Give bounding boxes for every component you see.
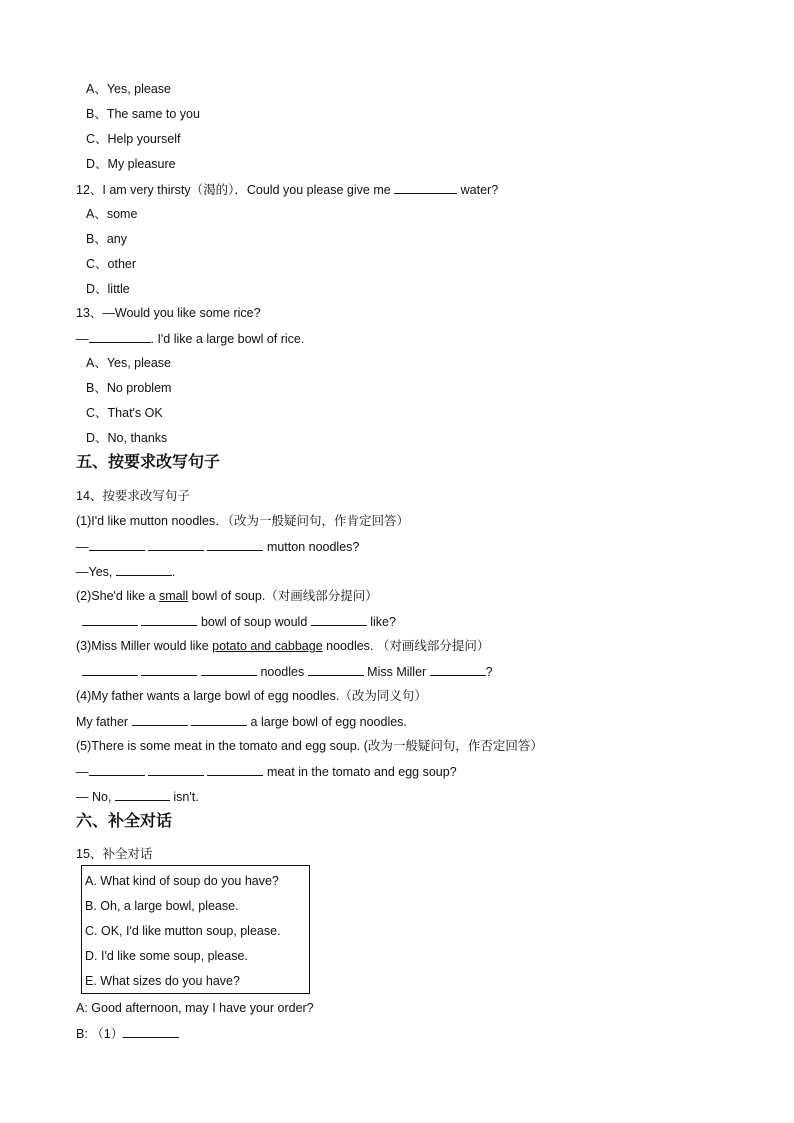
q14-1-answer: — mutton noodles?	[76, 540, 360, 554]
q13-stem: 13、—Would you like some rice?	[76, 306, 261, 320]
section-6-heading: 六、补全对话	[76, 811, 173, 830]
answer-blank[interactable]	[430, 663, 486, 676]
q12-option-d: D、little	[86, 282, 130, 296]
q13-option-c: C、That's OK	[86, 406, 163, 420]
q13-option-d: D、No, thanks	[86, 431, 168, 445]
answer-blank[interactable]	[207, 538, 263, 551]
answer-blank[interactable]	[308, 663, 364, 676]
q14-2-answer: bowl of soup would like?	[82, 613, 396, 630]
box-option-e: E. What sizes do you have?	[85, 974, 240, 988]
q14-4-answer: My father a large bowl of egg noodles.	[76, 715, 407, 729]
q11-option-c: C、Help yourself	[86, 132, 181, 146]
q14-5-reply: — No, isn't.	[76, 790, 199, 804]
q13-reply: — . I'd like a large bowl of rice.	[76, 332, 305, 346]
q13-option-a: A、Yes, please	[86, 356, 172, 370]
answer-blank[interactable]	[82, 613, 138, 626]
answer-blank[interactable]	[191, 713, 247, 726]
q12-option-c: C、other	[86, 257, 137, 271]
q11-option-a: A、Yes, please	[86, 82, 172, 96]
q14-2-prompt: (2)She'd like a small bowl of soup.（对画线部分提问）	[76, 589, 378, 603]
dialog-line-b: B: （1）	[76, 1025, 179, 1042]
q14-3-answer: noodles Miss Miller ?	[82, 663, 493, 680]
underlined-word: small	[158, 589, 189, 603]
answer-blank[interactable]	[141, 613, 197, 626]
answer-blank[interactable]	[132, 713, 188, 726]
options-box	[81, 865, 310, 994]
q14-title: 14、按要求改写句子	[76, 489, 190, 503]
q12-option-b: B、any	[86, 232, 127, 246]
answer-blank[interactable]	[394, 181, 457, 194]
q14-4-prompt: (4)My father wants a large bowl of egg noodles.（改为同义句）	[76, 689, 427, 703]
answer-blank[interactable]	[207, 763, 263, 776]
answer-blank[interactable]	[123, 1025, 179, 1038]
answer-blank[interactable]	[311, 613, 367, 626]
box-option-c: C. OK, I'd like mutton soup, please.	[85, 924, 281, 938]
answer-blank[interactable]	[141, 663, 197, 676]
underlined-phrase: potato and cabbage	[212, 639, 323, 653]
q11-option-b: B、The same to you	[86, 107, 200, 121]
q12-stem: 12、I am very thirsty（渴的）．Could you please give me water?	[76, 183, 499, 197]
q14-1-reply: —Yes, .	[76, 565, 176, 579]
q12-option-a: A、some	[86, 207, 138, 221]
section-5-heading: 五、按要求改写句子	[76, 452, 221, 471]
box-option-d: D. I'd like some soup, please.	[85, 949, 248, 963]
q14-5-prompt: (5)There is some meat in the tomato and egg soup. (改为一般疑问句，作否定回答）	[76, 739, 543, 753]
q14-3-prompt: (3)Miss Miller would like potato and cabbage noodles. （对画线部分提问）	[76, 639, 490, 653]
dialog-line-a: A: Good afternoon, may I have your order?	[76, 1001, 314, 1015]
answer-blank[interactable]	[115, 788, 170, 801]
q14-1-prompt: (1)I'd like mutton noodles．（改为一般疑问句，作肯定回答）	[76, 514, 410, 528]
q13-option-b: B、No problem	[86, 381, 172, 395]
answer-blank[interactable]	[82, 663, 138, 676]
answer-blank[interactable]	[116, 563, 172, 576]
answer-blank[interactable]	[89, 763, 145, 776]
answer-blank[interactable]	[148, 538, 204, 551]
q15-title: 15、补全对话	[76, 847, 153, 861]
q11-option-d: D、My pleasure	[86, 157, 176, 171]
q14-5-answer: — meat in the tomato and egg soup?	[76, 765, 457, 779]
answer-blank[interactable]	[148, 763, 204, 776]
box-option-a: A. What kind of soup do you have?	[85, 874, 279, 888]
answer-blank[interactable]	[201, 663, 257, 676]
answer-blank[interactable]	[89, 330, 151, 343]
box-option-b: B. Oh, a large bowl, please.	[85, 899, 239, 913]
answer-blank[interactable]	[89, 538, 145, 551]
